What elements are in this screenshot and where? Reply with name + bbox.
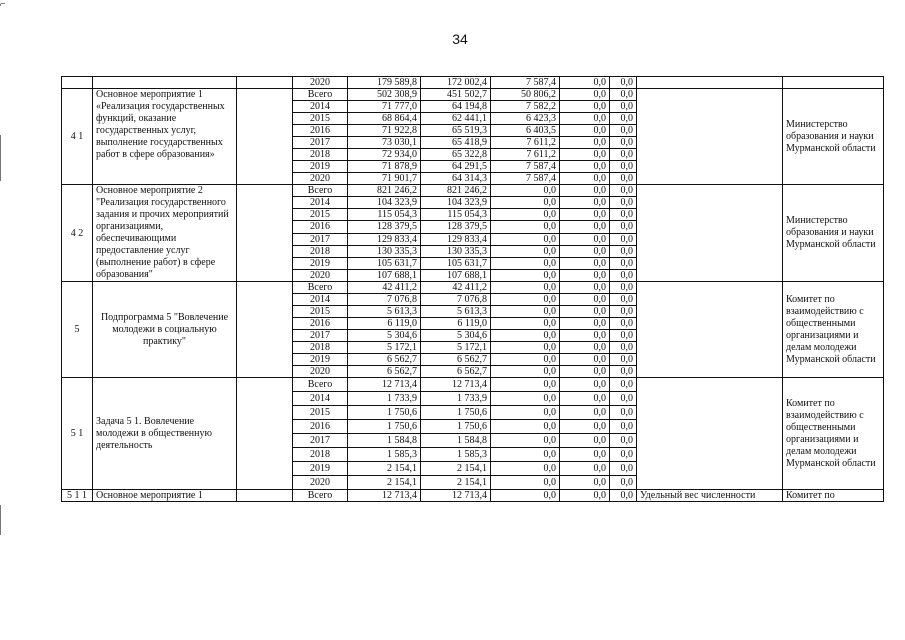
cell-total: 5 613,3 (348, 306, 421, 318)
scan-edge-mark (0, 505, 1, 535)
cell-local: 0,0 (560, 330, 610, 342)
cell-regional: 128 379,5 (421, 221, 491, 233)
cell-local: 0,0 (560, 476, 610, 490)
cell-federal: 6 423,3 (491, 113, 560, 125)
cell-regional: 2 154,1 (421, 476, 491, 490)
cell-year: 2018 (293, 149, 348, 161)
cell-regional: 1 584,8 (421, 434, 491, 448)
cell-executor: Комитет по (783, 490, 884, 502)
cell-federal: 0,0 (491, 392, 560, 406)
cell-total: 68 864,4 (348, 113, 421, 125)
cell-federal: 0,0 (491, 476, 560, 490)
cell-name: Основное мероприятие 1 «Реализация государственных функций, оказание государственных услуг, выполнение государственных работ в сфере образования» (93, 89, 237, 185)
page-number: 34 (452, 31, 468, 47)
cell-federal: 0,0 (491, 366, 560, 378)
cell-local: 0,0 (560, 282, 610, 294)
cell-total: 7 076,8 (348, 294, 421, 306)
cell-year: 2017 (293, 233, 348, 245)
cell-regional: 12 713,4 (421, 378, 491, 392)
cell-year: 2015 (293, 306, 348, 318)
cell-local: 0,0 (560, 257, 610, 269)
cell-local: 0,0 (560, 294, 610, 306)
cell-number: 5 (62, 282, 93, 378)
cell-year: 2015 (293, 406, 348, 420)
cell-federal: 0,0 (491, 245, 560, 257)
cell-year: 2016 (293, 125, 348, 137)
cell-year: 2020 (293, 77, 348, 89)
cell-other: 0,0 (610, 101, 637, 113)
table-row (62, 282, 884, 294)
cell-other: 0,0 (610, 306, 637, 318)
cell-other: 0,0 (610, 342, 637, 354)
cell-local: 0,0 (560, 161, 610, 173)
cell-regional: 821 246,2 (421, 185, 491, 197)
cell-year: Всего (293, 282, 348, 294)
cell-regional: 1 733,9 (421, 392, 491, 406)
cell-total: 5 304,6 (348, 330, 421, 342)
cell-local: 0,0 (560, 462, 610, 476)
cell-year: 2020 (293, 366, 348, 378)
cell-total: 5 172,1 (348, 342, 421, 354)
cell-other: 0,0 (610, 185, 637, 197)
cell-other: 0,0 (610, 392, 637, 406)
cell-local: 0,0 (560, 197, 610, 209)
corner-mark: ⌐ (0, 0, 6, 10)
cell-federal: 0,0 (491, 406, 560, 420)
cell-other: 0,0 (610, 257, 637, 269)
cell-total: 107 688,1 (348, 269, 421, 281)
cell-regional: 62 441,1 (421, 113, 491, 125)
cell-regional: 6 562,7 (421, 354, 491, 366)
cell-other: 0,0 (610, 378, 637, 392)
cell-indicator (637, 89, 783, 185)
cell-other: 0,0 (610, 448, 637, 462)
cell-regional: 115 054,3 (421, 209, 491, 221)
cell-year: 2019 (293, 161, 348, 173)
cell-local: 0,0 (560, 448, 610, 462)
cell-other: 0,0 (610, 282, 637, 294)
cell-indicator (637, 77, 783, 89)
cell-local: 0,0 (560, 378, 610, 392)
cell-other: 0,0 (610, 173, 637, 185)
cell-empty (237, 77, 293, 89)
cell-local: 0,0 (560, 342, 610, 354)
cell-local: 0,0 (560, 233, 610, 245)
cell-other: 0,0 (610, 420, 637, 434)
cell-total: 71 777,0 (348, 101, 421, 113)
cell-federal: 6 403,5 (491, 125, 560, 137)
cell-year: 2018 (293, 245, 348, 257)
cell-other: 0,0 (610, 209, 637, 221)
cell-other: 0,0 (610, 89, 637, 101)
scan-edge-mark (0, 135, 1, 181)
cell-year: 2016 (293, 318, 348, 330)
cell-regional: 1 750,6 (421, 420, 491, 434)
cell-local: 0,0 (560, 137, 610, 149)
cell-executor: Комитет по взаимодействию с общественными организациями и делам молодежи Мурманской области (783, 378, 884, 490)
cell-total: 73 030,1 (348, 137, 421, 149)
cell-local: 0,0 (560, 77, 610, 89)
cell-other: 0,0 (610, 137, 637, 149)
cell-federal: 7 587,4 (491, 173, 560, 185)
table-row (62, 77, 884, 89)
cell-local: 0,0 (560, 354, 610, 366)
cell-year: 2018 (293, 342, 348, 354)
cell-federal: 0,0 (491, 294, 560, 306)
cell-year: Всего (293, 490, 348, 502)
cell-regional: 5 613,3 (421, 306, 491, 318)
cell-total: 1 733,9 (348, 392, 421, 406)
cell-name (93, 77, 237, 89)
cell-name: Основное мероприятие 2 "Реализация государственного задания и прочих мероприятий организациями, обеспечивающими предоставление услуг (выполнение работ) в сфере образования" (93, 185, 237, 282)
cell-regional: 65 519,3 (421, 125, 491, 137)
cell-local: 0,0 (560, 306, 610, 318)
cell-other: 0,0 (610, 269, 637, 281)
cell-local: 0,0 (560, 113, 610, 125)
cell-regional: 65 322,8 (421, 149, 491, 161)
cell-other: 0,0 (610, 77, 637, 89)
cell-total: 2 154,1 (348, 476, 421, 490)
cell-local: 0,0 (560, 173, 610, 185)
cell-total: 6 562,7 (348, 354, 421, 366)
cell-total: 42 411,2 (348, 282, 421, 294)
cell-total: 2 154,1 (348, 462, 421, 476)
cell-regional: 105 631,7 (421, 257, 491, 269)
cell-local: 0,0 (560, 392, 610, 406)
cell-federal: 0,0 (491, 354, 560, 366)
cell-local: 0,0 (560, 490, 610, 502)
cell-local: 0,0 (560, 434, 610, 448)
cell-federal: 0,0 (491, 318, 560, 330)
cell-year: Всего (293, 378, 348, 392)
cell-regional: 130 335,3 (421, 245, 491, 257)
cell-federal: 0,0 (491, 197, 560, 209)
cell-number: 4 1 (62, 89, 93, 185)
cell-empty (237, 89, 293, 185)
table-row (62, 89, 884, 101)
table-row (62, 378, 884, 392)
table-row (62, 185, 884, 197)
cell-number: 5 1 1 (62, 490, 93, 502)
cell-total: 104 323,9 (348, 197, 421, 209)
cell-local: 0,0 (560, 209, 610, 221)
cell-federal: 0,0 (491, 462, 560, 476)
cell-federal: 0,0 (491, 330, 560, 342)
cell-other: 0,0 (610, 221, 637, 233)
cell-regional: 12 713,4 (421, 490, 491, 502)
cell-year: 2018 (293, 448, 348, 462)
cell-total: 115 054,3 (348, 209, 421, 221)
cell-total: 6 119,0 (348, 318, 421, 330)
cell-total: 502 308,9 (348, 89, 421, 101)
cell-number (62, 77, 93, 89)
cell-federal: 0,0 (491, 490, 560, 502)
cell-federal: 0,0 (491, 209, 560, 221)
cell-executor: Министерство образования и науки Мурманской области (783, 89, 884, 185)
cell-year: 2019 (293, 257, 348, 269)
cell-regional: 1 585,3 (421, 448, 491, 462)
cell-federal: 0,0 (491, 185, 560, 197)
cell-total: 71 878,9 (348, 161, 421, 173)
cell-federal: 0,0 (491, 257, 560, 269)
cell-local: 0,0 (560, 245, 610, 257)
cell-federal: 7 587,4 (491, 77, 560, 89)
cell-regional: 1 750,6 (421, 406, 491, 420)
cell-indicator (637, 378, 783, 490)
cell-other: 0,0 (610, 318, 637, 330)
cell-total: 129 833,4 (348, 233, 421, 245)
cell-regional: 5 304,6 (421, 330, 491, 342)
cell-federal: 50 806,2 (491, 89, 560, 101)
cell-local: 0,0 (560, 185, 610, 197)
cell-year: Всего (293, 185, 348, 197)
cell-total: 179 589,8 (348, 77, 421, 89)
cell-indicator (637, 185, 783, 282)
cell-year: 2020 (293, 476, 348, 490)
cell-year: 2014 (293, 197, 348, 209)
cell-other: 0,0 (610, 149, 637, 161)
cell-other: 0,0 (610, 462, 637, 476)
cell-year: 2017 (293, 137, 348, 149)
cell-executor: Министерство образования и науки Мурманской области (783, 185, 884, 282)
budget-table (61, 76, 884, 502)
cell-year: 2020 (293, 269, 348, 281)
cell-total: 6 562,7 (348, 366, 421, 378)
table-body (62, 77, 884, 502)
cell-total: 1 585,3 (348, 448, 421, 462)
cell-total: 128 379,5 (348, 221, 421, 233)
cell-regional: 7 076,8 (421, 294, 491, 306)
cell-name: Задача 5 1. Вовлечение молодежи в общественную деятельность (93, 378, 237, 490)
cell-name: Основное мероприятие 1 (93, 490, 237, 502)
cell-regional: 64 194,8 (421, 101, 491, 113)
cell-total: 821 246,2 (348, 185, 421, 197)
cell-federal: 0,0 (491, 269, 560, 281)
cell-total: 1 750,6 (348, 420, 421, 434)
cell-federal: 0,0 (491, 448, 560, 462)
cell-year: 2019 (293, 354, 348, 366)
cell-federal: 0,0 (491, 420, 560, 434)
cell-year: 2014 (293, 294, 348, 306)
cell-year: 2014 (293, 392, 348, 406)
cell-regional: 107 688,1 (421, 269, 491, 281)
cell-other: 0,0 (610, 161, 637, 173)
cell-year: Всего (293, 89, 348, 101)
cell-regional: 104 323,9 (421, 197, 491, 209)
table-row (62, 490, 884, 502)
cell-local: 0,0 (560, 89, 610, 101)
cell-local: 0,0 (560, 269, 610, 281)
cell-other: 0,0 (610, 366, 637, 378)
cell-regional: 129 833,4 (421, 233, 491, 245)
cell-indicator: Удельный вес численности (637, 490, 783, 502)
cell-federal: 0,0 (491, 378, 560, 392)
cell-year: 2016 (293, 420, 348, 434)
cell-executor (783, 77, 884, 89)
cell-regional: 64 314,3 (421, 173, 491, 185)
cell-federal: 0,0 (491, 434, 560, 448)
cell-indicator (637, 282, 783, 378)
cell-other: 0,0 (610, 476, 637, 490)
cell-total: 130 335,3 (348, 245, 421, 257)
cell-year: 2014 (293, 101, 348, 113)
cell-total: 1 584,8 (348, 434, 421, 448)
cell-regional: 42 411,2 (421, 282, 491, 294)
cell-other: 0,0 (610, 113, 637, 125)
cell-local: 0,0 (560, 318, 610, 330)
cell-number: 4 2 (62, 185, 93, 282)
cell-empty (237, 282, 293, 378)
cell-empty (237, 378, 293, 490)
cell-regional: 6 119,0 (421, 318, 491, 330)
cell-other: 0,0 (610, 233, 637, 245)
cell-regional: 451 502,7 (421, 89, 491, 101)
cell-total: 1 750,6 (348, 406, 421, 420)
cell-total: 105 631,7 (348, 257, 421, 269)
cell-empty (237, 490, 293, 502)
cell-local: 0,0 (560, 101, 610, 113)
cell-federal: 7 611,2 (491, 149, 560, 161)
cell-federal: 0,0 (491, 233, 560, 245)
cell-other: 0,0 (610, 330, 637, 342)
cell-regional: 64 291,5 (421, 161, 491, 173)
cell-other: 0,0 (610, 294, 637, 306)
cell-federal: 7 582,2 (491, 101, 560, 113)
cell-local: 0,0 (560, 406, 610, 420)
cell-year: 2019 (293, 462, 348, 476)
cell-federal: 0,0 (491, 306, 560, 318)
cell-federal: 0,0 (491, 221, 560, 233)
cell-total: 71 922,8 (348, 125, 421, 137)
cell-local: 0,0 (560, 221, 610, 233)
cell-total: 72 934,0 (348, 149, 421, 161)
cell-name: Подпрограмма 5 "Вовлечение молодежи в социальную практику" (93, 282, 237, 378)
cell-year: 2017 (293, 434, 348, 448)
cell-regional: 6 562,7 (421, 366, 491, 378)
cell-executor: Комитет по взаимодействию с общественными организациями и делам молодежи Мурманской области (783, 282, 884, 378)
cell-other: 0,0 (610, 125, 637, 137)
cell-other: 0,0 (610, 406, 637, 420)
cell-total: 12 713,4 (348, 378, 421, 392)
cell-local: 0,0 (560, 366, 610, 378)
cell-year: 2017 (293, 330, 348, 342)
cell-total: 12 713,4 (348, 490, 421, 502)
cell-federal: 7 587,4 (491, 161, 560, 173)
cell-other: 0,0 (610, 354, 637, 366)
cell-regional: 5 172,1 (421, 342, 491, 354)
cell-regional: 2 154,1 (421, 462, 491, 476)
cell-number: 5 1 (62, 378, 93, 490)
cell-year: 2015 (293, 113, 348, 125)
cell-year: 2016 (293, 221, 348, 233)
cell-empty (237, 185, 293, 282)
cell-regional: 172 002,4 (421, 77, 491, 89)
cell-regional: 65 418,9 (421, 137, 491, 149)
cell-local: 0,0 (560, 125, 610, 137)
cell-other: 0,0 (610, 245, 637, 257)
cell-other: 0,0 (610, 197, 637, 209)
cell-federal: 0,0 (491, 282, 560, 294)
cell-other: 0,0 (610, 490, 637, 502)
cell-local: 0,0 (560, 149, 610, 161)
cell-federal: 0,0 (491, 342, 560, 354)
cell-other: 0,0 (610, 434, 637, 448)
cell-year: 2020 (293, 173, 348, 185)
cell-federal: 7 611,2 (491, 137, 560, 149)
cell-total: 71 901,7 (348, 173, 421, 185)
cell-local: 0,0 (560, 420, 610, 434)
cell-year: 2015 (293, 209, 348, 221)
